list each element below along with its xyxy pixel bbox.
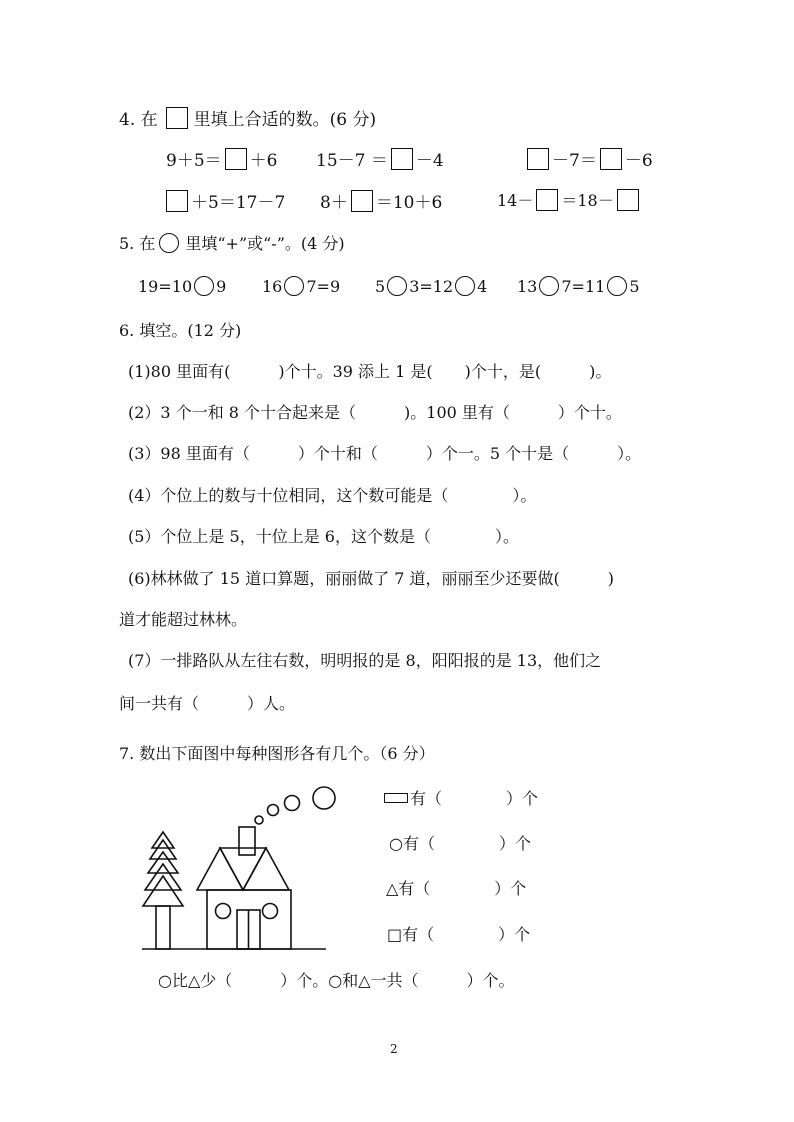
q5-expr-1: 19=10 9 [138,276,227,296]
q4-title: 4. 在 里填上合适的数。(6 分) [119,105,376,130]
q4-row1-b: 15－7 ＝ －4 [316,146,444,171]
q5-title: 5. 在 里填“+”或“-”。(4 分) [119,234,345,253]
answer-circle[interactable] [539,276,559,296]
q7-rect-line: 有（ ）个 [384,786,538,809]
chimney [239,827,255,855]
q6-line-7a: (7）一排路队从左往右数，明明报的是 8，阳阳报的是 13，他们之 [128,651,602,670]
q6-line-5: (5）个位上是 5，十位上是 6，这个数是（ ）。 [128,527,519,546]
q6-line-4: (4）个位上的数与十位相同，这个数可能是（ ）。 [128,486,537,505]
rectangle-icon [384,793,408,803]
answer-circle[interactable] [455,276,475,296]
q7-bottom-line: ○比△少（ ）个。○和△一共（ ）个。 [158,971,515,990]
answer-box[interactable] [527,148,549,170]
q6-line-7b: 间一共有（ ）人。 [119,694,296,713]
smoke-circle [255,816,263,824]
answer-box[interactable] [617,189,639,211]
answer-box[interactable] [351,190,373,212]
tree-trunk [156,906,170,949]
q7-title: 7. 数出下面图中每种图形各有几个。（6 分） [119,744,435,763]
answer-circle[interactable] [284,276,304,296]
q5-expr-2: 16 7=9 [262,276,341,296]
answer-circle [159,233,179,253]
answer-box [166,107,188,129]
q7-circle-line: ○有（ ）个 [389,834,531,853]
q4-row1-c: －7＝ －6 [527,146,653,171]
smoke-circle [313,787,335,809]
answer-box[interactable] [391,148,413,170]
answer-circle[interactable] [194,276,214,296]
answer-circle[interactable] [607,276,627,296]
window-circle [263,904,278,919]
q6-line-3: (3）98 里面有（ ）个十和（ ）个一。5 个十是（ ）。 [128,444,642,463]
q4-row2-c: 14－ ＝18－ [497,188,642,211]
q7-triangle-line: △有（ ）个 [386,879,527,898]
q4-row1-a: 9＋5＝ ＋6 [166,146,277,171]
answer-box[interactable] [600,148,622,170]
q6-line-6a: (6)林林做了 15 道口算题，丽丽做了 7 道，丽丽至少还要做( ) [128,569,615,588]
q6-line-6b: 道才能超过林林。 [119,610,248,629]
roof-triangle-left [197,848,243,890]
page-number: 2 [390,1042,398,1056]
q4-row2-a: ＋5＝17－7 [166,188,285,213]
tree-triangle [143,876,183,906]
q7-square-line: □有（ ）个 [387,925,531,944]
smoke-circle [268,805,279,816]
q5-expr-4: 13 7=11 5 [517,276,640,296]
q5-expr-3: 5 3=12 4 [375,276,488,296]
q6-title: 6. 填空。(12 分) [119,321,242,340]
q6-line-2: (2）3 个一和 8 个十合起来是（ )。100 里有（ ）个十。 [128,403,622,422]
answer-box[interactable] [225,148,247,170]
answer-box[interactable] [536,189,558,211]
q6-line-1: (1)80 里面有( )个十。39 添上 1 是( )个十，是( )。 [128,362,612,381]
smoke-circle [285,796,300,811]
answer-box[interactable] [166,190,188,212]
answer-circle[interactable] [387,276,407,296]
house-tree-figure [140,780,340,955]
tree-triangle [150,840,176,859]
q4-row2-b: 8＋ ＝10＋6 [320,188,442,213]
window-circle [216,904,231,919]
